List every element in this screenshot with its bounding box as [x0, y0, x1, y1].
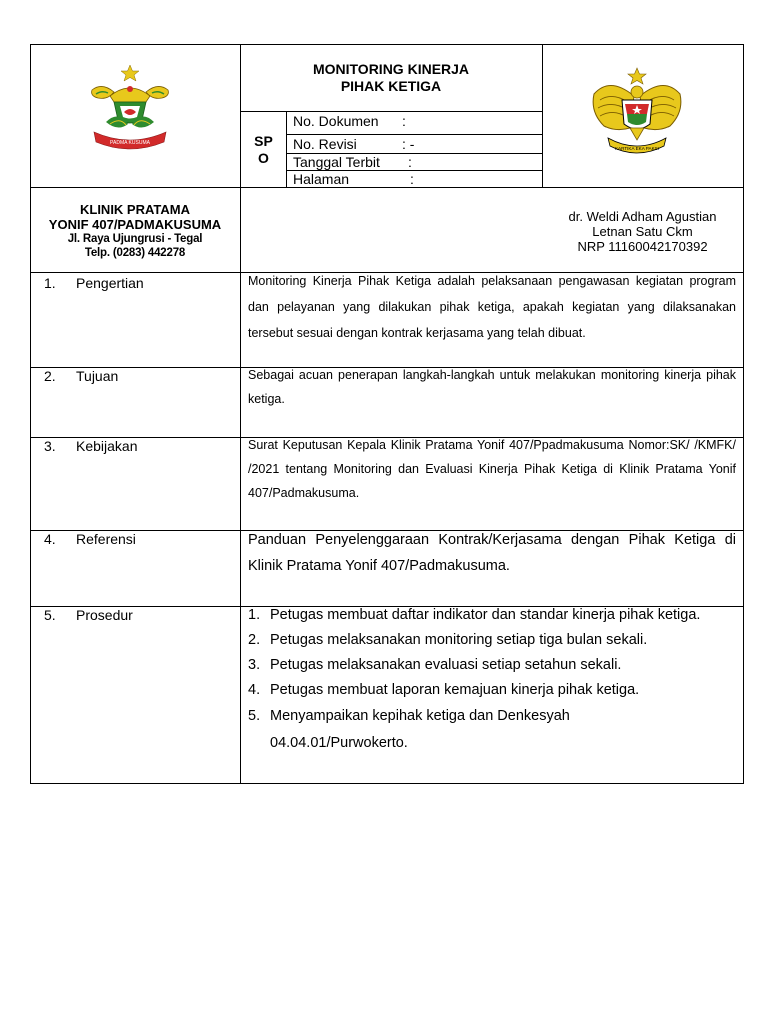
- step-number: 4.: [248, 682, 261, 698]
- army-garuda-emblem-icon: [590, 66, 684, 162]
- procedure-step: [248, 703, 736, 757]
- step-number: 2.: [248, 632, 261, 648]
- spo-label: [241, 133, 286, 167]
- org-name-line-1: KLINIK PRATAMA: [79, 202, 190, 217]
- section-title: Referensi: [76, 531, 136, 547]
- procedure-step: [248, 653, 736, 678]
- spo-divider: [286, 111, 287, 188]
- section-text-pengertian: Monitoring Kinerja Pihak Ketiga adalah pelaksanaan pengawasan kegiatan program dan pelayanan yang dilakukan pihak ketiga, apakah kegiatan yang dilaksanakan tersebut sesuai dengan kontrak kerjasama yang telah dibuat.: [248, 274, 736, 340]
- section-number: 1.: [44, 275, 56, 291]
- table-border-left: [30, 44, 31, 784]
- org-name-line-2: YONIF 407/PADMAKUSUMA: [48, 217, 222, 232]
- organization-block: [30, 202, 240, 260]
- section-title: Tujuan: [76, 368, 119, 384]
- section-label-pengertian: [44, 275, 144, 291]
- procedure-step: [248, 678, 736, 703]
- signatory-rank: Letnan Satu Ckm: [592, 224, 693, 239]
- padma-kusuma-emblem-icon: [80, 62, 180, 162]
- document-title: [240, 61, 542, 95]
- field-value: :: [402, 113, 406, 129]
- procedure-step: [248, 628, 736, 653]
- section-text-referensi: Panduan Penyelenggaraan Kontrak/Kerjasama dengan Pihak Ketiga di Klinik Pratama Yonif 407/Padmakusuma.: [248, 532, 736, 574]
- step-text: Petugas membuat laporan kemajuan kinerja pihak ketiga.: [270, 682, 640, 698]
- step-text: Menyampaikan kepihak ketiga dan Denkesyah 04.04.01/Purwokerto.: [270, 708, 570, 751]
- section-label-prosedur: [44, 607, 133, 623]
- field-tanggal-terbit: [293, 153, 538, 171]
- field-value: : -: [402, 136, 415, 152]
- svg-text:KARTIKA EKA PAKSI: KARTIKA EKA PAKSI: [614, 146, 660, 151]
- field-label: Halaman: [293, 171, 350, 187]
- section-label-referensi: [44, 531, 136, 547]
- table-border-bottom: [30, 783, 744, 784]
- section-text-tujuan: Sebagai acuan penerapan langkah-langkah untuk melakukan monitoring kinerja pihak ketiga.: [248, 368, 736, 406]
- step-number: 1.: [248, 607, 261, 623]
- signatory-block: [542, 209, 743, 254]
- section-label-kebijakan: [44, 438, 138, 454]
- spo-line-2: O: [258, 150, 269, 166]
- field-label: No. Revisi: [293, 136, 357, 152]
- step-text: Petugas membuat daftar indikator dan standar kinerja pihak ketiga.: [270, 607, 701, 623]
- field-label: Tanggal Terbit: [293, 154, 380, 170]
- org-phone: Telp. (0283) 442278: [84, 247, 186, 259]
- table-border-right: [743, 44, 744, 784]
- field-no-dokumen: [293, 112, 538, 130]
- section-number: 2.: [44, 368, 56, 384]
- step-number: 3.: [248, 657, 261, 673]
- signatory-name: dr. Weldi Adham Agustian: [568, 209, 717, 224]
- section-number: 4.: [44, 531, 56, 547]
- section-text-kebijakan: Surat Keputusan Kepala Klinik Pratama Yonif 407/Ppadmakusuma Nomor:SK/ /KMFK/ /2021 tentang Monitoring dan Evaluasi Kinerja Pihak Ketiga di Klinik Pratama Yonif 407/Padmakusuma.: [248, 438, 736, 500]
- title-line-2: PIHAK KETIGA: [340, 78, 442, 94]
- step-text: Petugas melaksanakan monitoring setiap tiga bulan sekali.: [270, 632, 648, 648]
- step-text: Petugas melaksanakan evaluasi setiap setahun sekali.: [270, 657, 622, 673]
- section-title: Kebijakan: [76, 438, 138, 454]
- procedure-list: [248, 603, 736, 757]
- field-halaman: [293, 170, 538, 188]
- spo-line-1: SP: [254, 133, 273, 149]
- section-label-tujuan: [44, 368, 118, 384]
- section-title: Prosedur: [76, 607, 133, 623]
- field-value: :: [408, 154, 412, 170]
- field-no-revisi: [293, 135, 538, 153]
- org-address: Jl. Raya Ujungrusi - Tegal: [67, 233, 203, 245]
- field-value: :: [410, 171, 414, 187]
- section-number: 3.: [44, 438, 56, 454]
- procedure-step: [248, 603, 736, 628]
- table-border-top: [30, 44, 744, 45]
- step-number: 5.: [248, 708, 261, 724]
- signatory-nrp: NRP 11160042170392: [577, 239, 708, 254]
- svg-text:PADMA KUSUMA: PADMA KUSUMA: [110, 140, 150, 146]
- field-label: No. Dokumen: [293, 113, 379, 129]
- section-number: 5.: [44, 607, 56, 623]
- header-right-divider: [542, 44, 543, 188]
- title-line-1: MONITORING KINERJA: [312, 61, 470, 77]
- section-title: Pengertian: [76, 275, 144, 291]
